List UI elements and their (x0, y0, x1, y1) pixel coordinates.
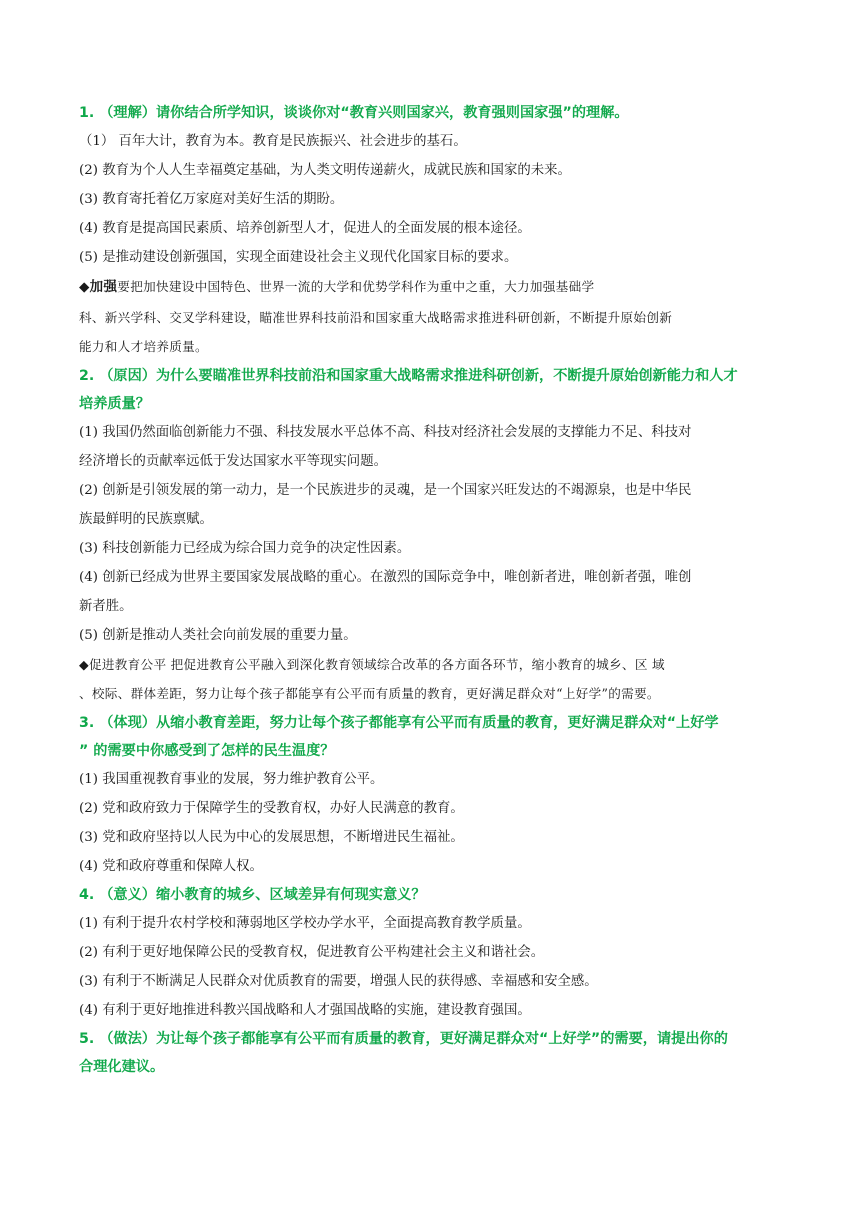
answer-3-4: (4) 党和政府尊重和保障人权。 (79, 858, 263, 874)
question-5-title-line1: 5. （做法）为让每个孩子都能享有公平而有质量的教育，更好满足群众对“上好学”的需要，请提出你的 (79, 1030, 728, 1047)
note-strengthen-line2: 科、新兴学科、交叉学科建设，瞄准世界科技前沿和国家重大战略需求推进科研创新，不断提升原始创新 (79, 309, 673, 325)
question-3-title-line1: 3. （体现）从缩小教育差距，努力让每个孩子都能享有公平而有质量的教育，更好满足群众对“上好学 (79, 714, 719, 731)
answer-2-2a: (2) 创新是引领发展的第一动力，是一个民族进步的灵魂，是一个国家兴旺发达的不竭源泉，也是中华民 (79, 482, 692, 498)
question-2-title-line2: 培养质量？ (79, 395, 150, 412)
note-strengthen-line1: 要把加快建设中国特色、世界一流的大学和优势学科作为重中之重，大力加强基础学 (117, 279, 595, 294)
answer-3-1: (1) 我国重视教育事业的发展，努力维护教育公平。 (79, 771, 384, 787)
answer-2-4a: (4) 创新已经成为世界主要国家发展战略的重心。在激烈的国际竞争中，唯创新者进，唯创新者强，唯创 (79, 569, 692, 585)
answer-3-3: (3) 党和政府坚持以人民为中心的发展思想，不断增进民生福祉。 (79, 829, 464, 845)
answer-2-1b: 经济增长的贡献率远低于发达国家水平等现实问题。 (79, 453, 387, 469)
answer-4-3: (3) 有利于不断满足人民群众对优质教育的需要，增强人民的获得感、幸福感和安全感。 (79, 973, 598, 989)
note-equity-line2: 、校际、群体差距，努力让每个孩子都能享有公平而有质量的教育，更好满足群众对“上好学”的需要。 (79, 686, 660, 701)
answer-3-2: (2) 党和政府致力于保障学生的受教育权，办好人民满意的教育。 (79, 800, 464, 816)
answer-2-5: (5) 创新是推动人类社会向前发展的重要力量。 (79, 627, 357, 643)
question-3-title-line2: ” 的需要中你感受到了怎样的民生温度？ (79, 742, 335, 759)
answer-4-1: (1) 有利于提升农村学校和薄弱地区学校办学水平，全面提高教育教学质量。 (79, 915, 531, 931)
answer-1-2: (2) 教育为个人人生幸福奠定基础，为人类文明传递薪火，成就民族和国家的未来。 (79, 163, 571, 178)
note-strengthen-lead: ◆加强 (79, 279, 118, 295)
question-2-title-line1: 2. （原因）为什么要瞄准世界科技前沿和国家重大战略需求推进科研创新，不断提升原始创新能力和人才 (79, 367, 738, 384)
note-strengthen-line3: 能力和人才培养质量。 (79, 339, 208, 354)
note-equity-line1: ◆促进教育公平 把促进教育公平融入到深化教育领域综合改革的各方面各环节，缩小教育的城乡、区 域 (79, 656, 665, 672)
answer-1-5: (5) 是推动建设创新强国，实现全面建设社会主义现代化国家目标的要求。 (79, 250, 518, 265)
answer-4-4: (4) 有利于更好地推进科教兴国战略和人才强国战略的实施，建设教育强国。 (79, 1002, 531, 1018)
answer-2-4b: 新者胜。 (79, 598, 133, 614)
answer-4-2: (2) 有利于更好地保障公民的受教育权，促进教育公平构建社会主义和谐社会。 (79, 944, 545, 960)
document-page (79, 99, 785, 1081)
answer-2-1a: (1) 我国仍然面临创新能力不强、科技发展水平总体不高、科技对经济社会发展的支撑能力不足、科技对 (79, 424, 692, 440)
answer-1-1: （1） 百年大计，教育为本。教育是民族振兴、社会进步的基石。 (79, 134, 467, 149)
answer-2-3: (3) 科技创新能力已经成为综合国力竞争的决定性因素。 (79, 540, 411, 556)
answer-1-4: (4) 教育是提高国民素质、培养创新型人才，促进人的全面发展的根本途径。 (79, 221, 531, 236)
answer-1-3: (3) 教育寄托着亿万家庭对美好生活的期盼。 (79, 192, 344, 207)
answer-2-2b: 族最鲜明的民族禀赋。 (79, 511, 213, 527)
question-1-title: 1. （理解）请你结合所学知识，谈谈你对“教育兴则国家兴，教育强则国家强”的理解。 (79, 105, 629, 121)
question-5-title-line2: 合理化建议。 (79, 1058, 165, 1075)
note-strengthen (79, 272, 785, 303)
question-4-title: 4. （意义）缩小教育的城乡、区域差异有何现实意义？ (79, 886, 426, 903)
